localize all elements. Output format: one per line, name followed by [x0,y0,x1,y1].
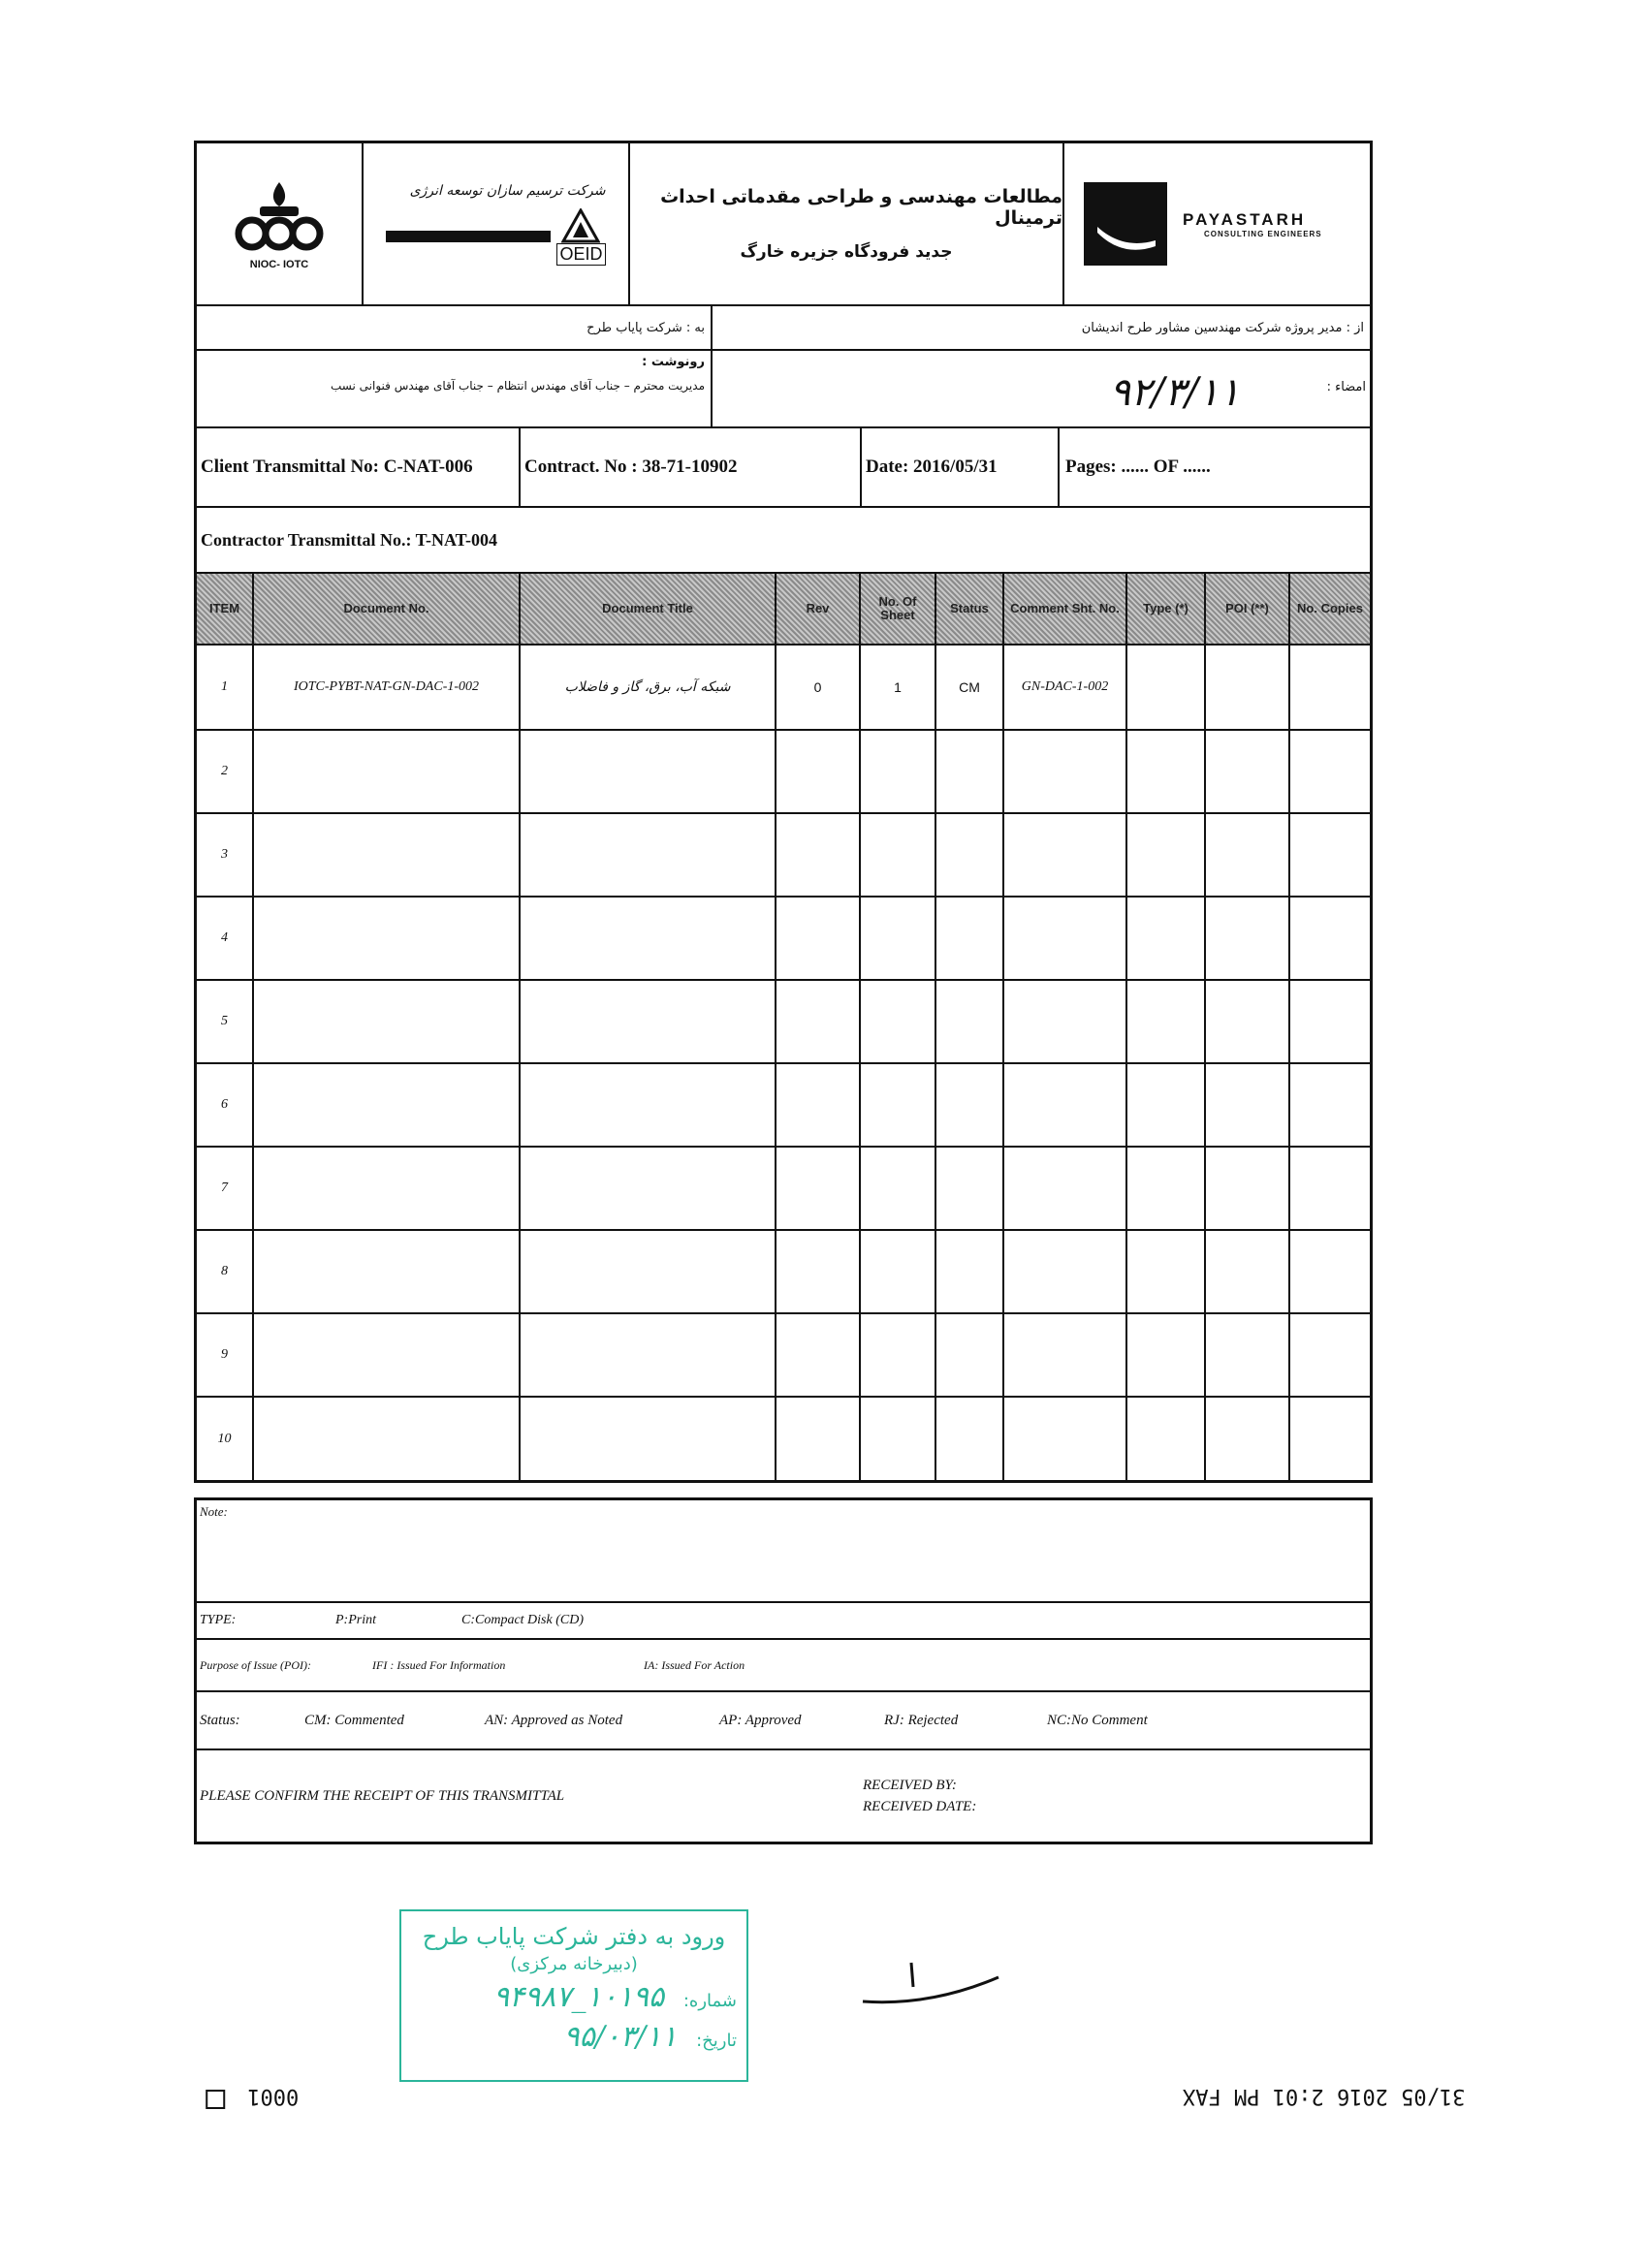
fax-page-number [206,2084,299,2109]
cell-comment-sht [1003,1230,1126,1313]
received-by: RECEIVED BY: [863,1778,957,1793]
cell-rev [776,1147,860,1230]
cell-sheets [860,1313,935,1397]
cell-poi [1205,1147,1289,1230]
cell-document-no [253,897,520,980]
table-row [197,1063,1370,1147]
col-no-copies: No. Copies [1289,574,1370,645]
status-nc: NC:No Comment [1047,1712,1148,1728]
cell-document-no [253,1230,520,1313]
cell-comment-sht [1003,1147,1126,1230]
cell-item: 4 [197,897,253,980]
cell-type [1126,730,1205,813]
cell-document-title: شبکه آب، برق، گاز و فاضلاب [520,645,776,730]
cell-poi [1205,1313,1289,1397]
col-rev: Rev [776,574,860,645]
cell-rev [776,1313,860,1397]
pages-field: Pages: ...... OF ...... [1065,457,1211,477]
poi-label: Purpose of Issue (POI): [200,1657,311,1672]
cell-rev [776,1063,860,1147]
col-item: ITEM [197,574,253,645]
table-row [197,645,1370,730]
cell-item: 3 [197,813,253,897]
cell-comment-sht [1003,730,1126,813]
cell-document-no: IOTC-PYBT-NAT-GN-DAC-1-002 [253,645,520,730]
stamp-number [401,1980,737,2014]
project-title [630,143,1064,304]
status-cm: CM: Commented [304,1712,404,1728]
col-no-of-sheet: No. Of Sheet [860,574,935,645]
cell-rev [776,730,860,813]
signature-label: امضاء : [1326,380,1366,394]
payastarh-logo [1064,143,1370,304]
cell-document-title [520,1397,776,1480]
cell-item: 7 [197,1147,253,1230]
type-legend [197,1603,1370,1640]
cell-item: 8 [197,1230,253,1313]
cell-status [935,897,1003,980]
cell-poi [1205,980,1289,1063]
col-document-no: Document No. [253,574,520,645]
col-document-title: Document Title [520,574,776,645]
table-row [197,980,1370,1063]
table-row [197,1397,1370,1480]
nioc-logo [197,143,364,304]
signature-date-handwritten: ۹۲/۳/۱۱ [1109,370,1240,415]
oeid-bar [386,231,551,242]
cell-poi [1205,897,1289,980]
nioc-logo-text: NIOC- IOTC [249,259,309,270]
cell-document-no [253,980,520,1063]
stamp-number-value: ۱۰۱۹۵_۹۴۹۸۷ [492,1980,665,2014]
cell-rev [776,980,860,1063]
col-status: Status [935,574,1003,645]
fax-timestamp: 31/05 2016 2:01 PM FAX [1183,2084,1466,2108]
cell-copies [1289,980,1370,1063]
from-field: از : مدیر پروژه شرکت مهندسین مشاور طرح اندیشان [1081,320,1364,335]
form-header [197,143,1370,306]
cell-document-no [253,1313,520,1397]
contractor-transmittal: Contractor Transmittal No.: T-NAT-004 [197,508,1370,574]
stamp-line1: ورود به دفتر شرکت پایاب طرح [422,1923,726,1950]
cell-rev [776,813,860,897]
cell-sheets [860,1230,935,1313]
contract-number: Contract. No : 38-71-10902 [521,428,862,506]
cc-row [197,351,1370,428]
col-comment-sht: Comment Sht. No. [1003,574,1126,645]
status-legend [197,1692,1370,1750]
cell-copies [1289,1230,1370,1313]
table-header-row [197,574,1370,645]
poi-ifi: IFI : Issued For Information [372,1657,506,1672]
fax-page-text: 0001 [247,2084,300,2108]
fax-box-icon [206,2090,225,2109]
handwritten-initial [853,1958,1008,2016]
signature-field [713,351,1370,426]
cell-document-no [253,813,520,897]
cc-field [197,351,713,426]
cell-poi [1205,730,1289,813]
cell-comment-sht [1003,1063,1126,1147]
cell-item: 2 [197,730,253,813]
cell-copies [1289,1313,1370,1397]
cell-comment-sht [1003,980,1126,1063]
cell-rev: 0 [776,645,860,730]
cell-copies [1289,645,1370,730]
cc-text: مدیریت محترم – جناب آقای مهندس انتظام – جناب آقای مهندس فنوانی نسب [331,379,705,393]
cell-rev [776,897,860,980]
cell-status [935,730,1003,813]
cell-sheets [860,980,935,1063]
cell-document-title [520,813,776,897]
payastarh-mark-icon [1084,182,1167,266]
cell-poi [1205,645,1289,730]
cell-document-no [253,1147,520,1230]
cell-copies [1289,1063,1370,1147]
cell-document-title [520,1230,776,1313]
cell-comment-sht [1003,813,1126,897]
cell-comment-sht [1003,1397,1126,1480]
status-an: AN: Approved as Noted [485,1712,623,1728]
cell-document-no [253,1063,520,1147]
cell-document-title [520,980,776,1063]
cell-type [1126,1397,1205,1480]
col-type: Type (*) [1126,574,1205,645]
cell-copies [1289,1147,1370,1230]
cell-type [1126,1313,1205,1397]
cell-document-title [520,1147,776,1230]
poi-ia: IA: Issued For Action [644,1657,745,1672]
note-field: Note: [197,1500,1370,1603]
to-field: به : شرکت پایاب طرح [197,306,713,349]
project-title-line2: جدید فرودگاه جزیره خارگ [740,242,953,262]
addressing-row [197,306,1370,351]
table-row [197,1313,1370,1397]
cell-item: 5 [197,980,253,1063]
cell-sheets [860,1147,935,1230]
cell-type [1126,1063,1205,1147]
cell-comment-sht [1003,1313,1126,1397]
cell-type [1126,1230,1205,1313]
stamp-number-label: شماره: [682,1991,737,2011]
table-row [197,730,1370,813]
cell-item: 1 [197,645,253,730]
cell-poi [1205,1397,1289,1480]
cell-status: CM [935,645,1003,730]
cell-document-title [520,897,776,980]
stamp-date-label: تاریخ: [696,2031,737,2051]
poi-legend [197,1640,1370,1692]
cell-document-title [520,730,776,813]
cell-rev [776,1230,860,1313]
oeid-company-name: شرکت ترسیم سازان توسعه انرژی [409,182,606,199]
cell-type [1126,1147,1205,1230]
status-rj: RJ: Rejected [884,1712,959,1728]
received-block [863,1775,1370,1817]
cell-type [1126,813,1205,897]
stamp-date-value: ۹۵/۰۳/۱۱ [563,2020,678,2054]
oeid-logo-text: OEID [556,243,605,266]
cell-sheets [860,1063,935,1147]
cell-item: 6 [197,1063,253,1147]
cell-sheets [860,730,935,813]
cell-type [1126,980,1205,1063]
form-footer [194,1497,1373,1844]
cell-copies [1289,730,1370,813]
status-ap: AP: Approved [719,1712,802,1728]
receipt-row [197,1750,1370,1842]
type-label: TYPE: [200,1613,237,1627]
cc-label: رونوشت : [642,355,705,369]
cell-copies [1289,897,1370,980]
cell-sheets [860,813,935,897]
oeid-logo [364,143,630,304]
cell-poi [1205,1230,1289,1313]
cell-comment-sht [1003,897,1126,980]
cell-copies [1289,813,1370,897]
cell-status [935,1397,1003,1480]
transmittal-form [194,141,1373,1483]
oeid-triangle-icon [561,208,600,243]
cell-status [935,1313,1003,1397]
type-print: P:Print [335,1613,376,1627]
cell-status [935,813,1003,897]
received-date: RECEIVED DATE: [863,1799,977,1814]
payastarh-name: PAYASTARH [1183,209,1307,229]
cell-item: 9 [197,1313,253,1397]
cell-type [1126,645,1205,730]
cell-document-no [253,730,520,813]
nioc-flame-icon [231,177,328,255]
cell-document-title [520,1313,776,1397]
cell-copies [1289,1397,1370,1480]
cell-poi [1205,1063,1289,1147]
payastarh-sub: CONSULTING ENGINEERS [1204,229,1322,238]
table-row [197,813,1370,897]
cell-comment-sht: GN-DAC-1-002 [1003,645,1126,730]
cell-sheets [860,1397,935,1480]
type-cd: C:Compact Disk (CD) [461,1613,584,1627]
cell-document-no [253,1397,520,1480]
cell-status [935,1063,1003,1147]
cell-sheets: 1 [860,645,935,730]
client-transmittal: Client Transmittal No: C-NAT-006 [197,428,521,506]
status-label: Status: [200,1712,240,1728]
cell-type [1126,897,1205,980]
document-table [197,574,1370,1480]
cell-status [935,1230,1003,1313]
table-row [197,1230,1370,1313]
table-row [197,897,1370,980]
receipt-stamp [399,1909,748,2082]
cell-rev [776,1397,860,1480]
project-title-line1: مطالعات مهندسی و طراحی مقدماتی احداث ترمینال [660,186,1062,229]
cell-status [935,980,1003,1063]
transmittal-row [197,428,1370,508]
table-row [197,1147,1370,1230]
confirm-receipt: PLEASE CONFIRM THE RECEIPT OF THIS TRANSMITTAL [200,1787,565,1804]
col-poi: POI (**) [1205,574,1289,645]
cell-sheets [860,897,935,980]
cell-poi [1205,813,1289,897]
cell-status [935,1147,1003,1230]
stamp-line2: (دبیرخانه مرکزی) [510,1954,638,1974]
cell-document-title [520,1063,776,1147]
cell-item: 10 [197,1397,253,1480]
stamp-date [401,2020,737,2054]
transmittal-date: Date: 2016/05/31 [862,428,1060,506]
